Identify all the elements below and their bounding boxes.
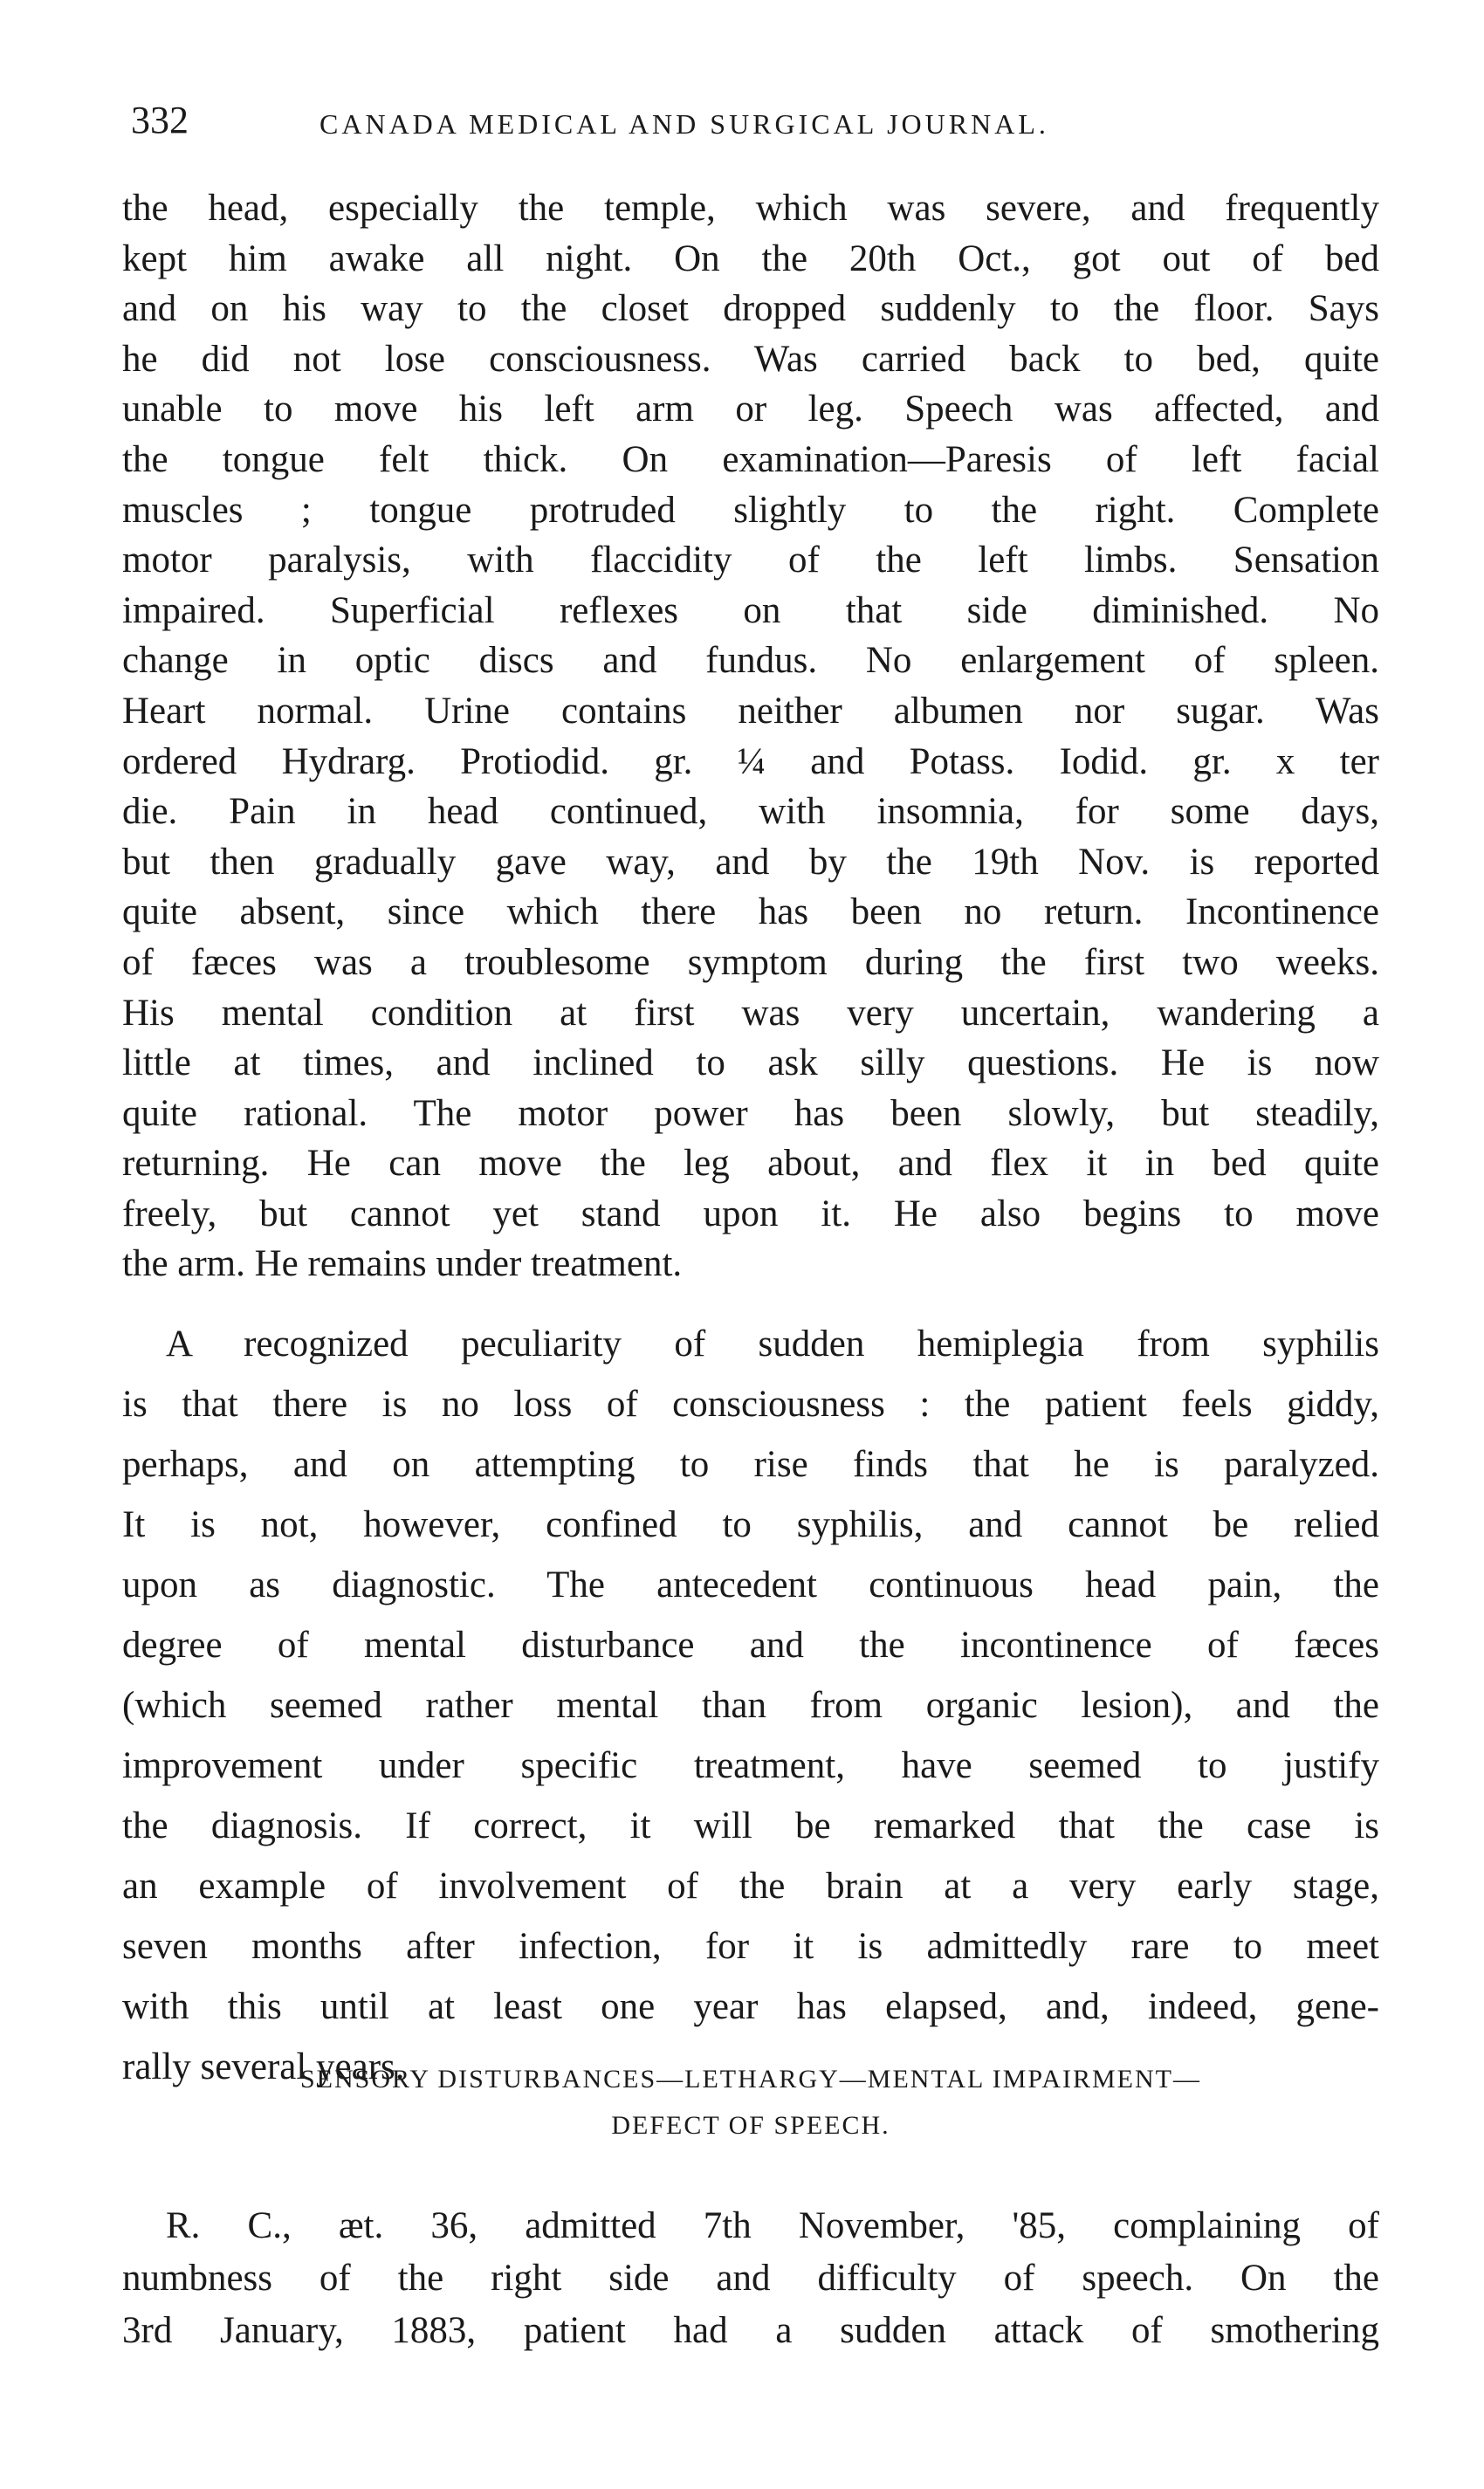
paragraph-line: little at times, and inclined to ask silly questions. He is now xyxy=(122,1042,1379,1084)
paragraph-line: returning. He can move the leg about, and flex it in bed quite xyxy=(122,1143,1379,1185)
paragraph-line: upon as diagnostic. The antecedent continuous head pain, the xyxy=(122,1564,1379,1605)
paragraph-line: ordered Hydrarg. Protiodid. gr. ¼ and Potass. Iodid. gr. x ter xyxy=(122,740,1379,782)
paragraph-line: change in optic discs and fundus. No enlargement of spleen. xyxy=(122,640,1379,682)
section-heading-line: DEFECT OF SPEECH. xyxy=(611,2111,890,2140)
case-report-paragraph xyxy=(122,183,1379,1289)
journal-title: CANADA MEDICAL AND SURGICAL JOURNAL. xyxy=(319,108,1049,140)
running-head xyxy=(122,94,1379,147)
section-heading-line: SENSORY DISTURBANCES—LETHARGY—MENTAL IMPAIRMENT— xyxy=(300,2065,1201,2094)
paragraph-line: freely, but cannot yet stand upon it. He also begins to move xyxy=(122,1193,1379,1234)
paragraph-line: (which seemed rather mental than from organic lesion), and the xyxy=(122,1685,1379,1726)
paragraph-line: It is not, however, confined to syphilis, and cannot be relied xyxy=(122,1504,1379,1545)
paragraph-line: kept him awake all night. On the 20th Oct., got out of bed xyxy=(122,237,1379,279)
paragraph-line: of fæces was a troublesome symptom during the first two weeks. xyxy=(122,941,1379,983)
paragraph-line: numbness of the right side and difficulty of speech. On the xyxy=(122,2258,1379,2299)
paragraph-line: the head, especially the temple, which was severe, and frequently xyxy=(122,188,1379,229)
paragraph-line: quite rational. The motor power has been slowly, but steadily, xyxy=(122,1092,1379,1134)
discussion-paragraph xyxy=(122,1314,1379,2097)
paragraph-line: A recognized peculiarity of sudden hemiplegia from syphilis xyxy=(166,1324,1379,1365)
paragraph-line: Heart normal. Urine contains neither albumen nor sugar. Was xyxy=(122,690,1379,732)
paragraph-line: an example of involvement of the brain at a very early stage, xyxy=(122,1866,1379,1907)
page-number: 332 xyxy=(131,99,189,141)
paragraph-line: degree of mental disturbance and the incontinence of fæces xyxy=(122,1625,1379,1666)
paragraph-line: motor paralysis, with flaccidity of the left limbs. Sensation xyxy=(122,540,1379,581)
paragraph-line: with this until at least one year has elapsed, and, indeed, gene- xyxy=(122,1986,1379,2027)
paragraph-line: impaired. Superficial reflexes on that side diminished. No xyxy=(122,589,1379,631)
section-heading xyxy=(122,2056,1379,2149)
paragraph-line: the tongue felt thick. On examination—Paresis of left facial xyxy=(122,438,1379,480)
paragraph-line: seven months after infection, for it is admittedly rare to meet xyxy=(122,1926,1379,1967)
paragraph-line: die. Pain in head continued, with insomnia, for some days, xyxy=(122,791,1379,833)
case-report-paragraph xyxy=(122,2200,1379,2357)
paragraph-line: he did not lose consciousness. Was carried back to bed, quite xyxy=(122,338,1379,380)
paragraph-line: R. C., æt. 36, admitted 7th November, '85, complaining of xyxy=(166,2205,1379,2246)
paragraph-line: the diagnosis. If correct, it will be remarked that the case is xyxy=(122,1805,1379,1846)
paragraph-line: but then gradually gave way, and by the 19th Nov. is reported xyxy=(122,841,1379,883)
paragraph-line: improvement under specific treatment, have seemed to justify xyxy=(122,1745,1379,1786)
paragraph-line: muscles ; tongue protruded slightly to the right. Complete xyxy=(122,489,1379,531)
paragraph-line: the arm. He remains under treatment. xyxy=(122,1243,683,1285)
paragraph-line: His mental condition at first was very uncertain, wandering a xyxy=(122,992,1379,1034)
paragraph-line: and on his way to the closet dropped suddenly to the floor. Says xyxy=(122,288,1379,330)
paragraph-line: is that there is no loss of consciousness : the patient feels giddy, xyxy=(122,1384,1379,1425)
paragraph-line: unable to move his left arm or leg. Speech was affected, and xyxy=(122,388,1379,430)
paragraph-line: 3rd January, 1883, patient had a sudden attack of smothering xyxy=(122,2310,1379,2351)
paragraph-line: quite absent, since which there has been no return. Incontinence xyxy=(122,891,1379,933)
paragraph-line: perhaps, and on attempting to rise finds that he is paralyzed. xyxy=(122,1444,1379,1485)
paragraph-line: rally several years. xyxy=(122,2046,405,2087)
